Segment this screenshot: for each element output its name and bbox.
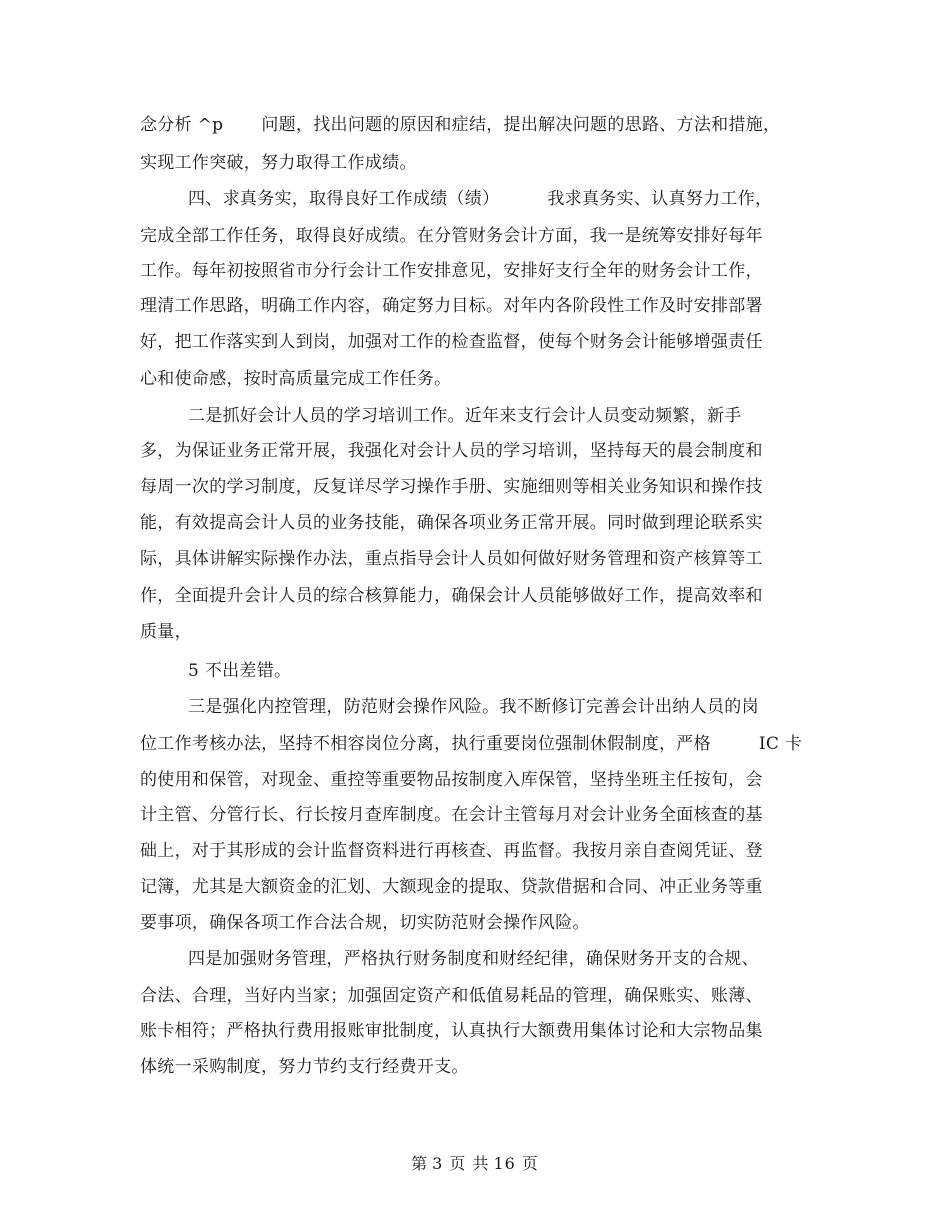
text-segment: 工作。每年初按照省市分行会计工作安排意见，安排好支行全年的财务会计工作， — [140, 261, 763, 281]
text-segment: 质量， — [140, 622, 192, 642]
text-segment: 账卡相符；严格执行费用报账审批制度，认真执行大额费用集体讨论和大宗物品集 — [140, 1021, 763, 1041]
text-segment: 念分析 ^p — [140, 115, 224, 135]
text-line — [140, 983, 763, 1009]
text-segment: 每周一次的学习制度，反复详尽学习操作手册、实施细则等相关业务知识和操作技 — [140, 477, 763, 497]
text-segment: 体统一采购制度，努力节约支行经费开支。 — [140, 1057, 469, 1077]
current-page-number: 3 — [432, 1154, 444, 1173]
text-line — [140, 150, 417, 176]
paragraph-heading — [188, 186, 772, 212]
text-line — [140, 438, 763, 464]
text-segment: 5 不出差错。 — [188, 661, 292, 681]
text-line — [140, 223, 763, 249]
text-line — [140, 731, 802, 757]
text-segment: 我求真务实、认真努力工作， — [547, 189, 773, 209]
page-footer — [0, 1152, 950, 1176]
text-segment: 三是强化内控管理，防范财会操作风险。我不断修订完善会计出纳人员的岗 — [188, 697, 759, 717]
footer-suffix: 页 — [521, 1154, 539, 1173]
text-line — [188, 403, 742, 429]
text-segment: 础上，对于其形成的会计监督资料进行再核查、再监督。我按月亲自查阅凭证、登 — [140, 841, 763, 861]
footer-mid: 页 共 — [449, 1154, 490, 1173]
text-segment: 作，全面提升会计人员的综合核算能力，确保会计人员能够做好工作，提高效率和 — [140, 586, 763, 606]
text-segment: IC 卡 — [758, 734, 803, 754]
text-line — [140, 258, 763, 284]
text-segment: 理清工作思路，明确工作内容，确定努力目标。对年内各阶段性工作及时安排部署 — [140, 296, 763, 316]
text-segment: 四、求真务实，取得良好工作成绩（绩） — [188, 189, 500, 209]
text-segment: 位工作考核办法，坚持不相容岗位分离，执行重要岗位强制休假制度，严格 — [140, 734, 711, 754]
text-line — [140, 329, 763, 355]
text-line — [140, 767, 763, 793]
text-segment: 实现工作突破，努力取得工作成绩。 — [140, 153, 417, 173]
text-segment: 计主管、分管行长、行长按月查库制度。在会计主管每月对会计业务全面核查的基 — [140, 805, 763, 825]
text-line — [140, 1054, 469, 1080]
text-line — [140, 802, 763, 828]
text-line — [140, 366, 451, 392]
text-segment: 好，把工作落实到人到岗，加强对工作的检查监督，使每个财务会计能够增强责任 — [140, 332, 763, 352]
total-pages-number: 16 — [493, 1154, 516, 1173]
text-segment: 要事项，确保各项工作合法合规，切实防范财会操作风险。 — [140, 913, 590, 933]
text-line — [140, 838, 763, 864]
text-segment: 际，具体讲解实际操作办法，重点指导会计人员如何做好财务管理和资产核算等工 — [140, 549, 763, 569]
text-line — [140, 112, 780, 138]
text-line — [188, 946, 759, 972]
text-line — [140, 510, 763, 536]
text-line — [140, 619, 192, 645]
text-segment: 多，为保证业务正常开展，我强化对会计人员的学习培训，坚持每天的晨会制度和 — [140, 441, 763, 461]
text-line — [140, 910, 590, 936]
text-segment: 能，有效提高会计人员的业务技能，确保各项业务正常开展。同时做到理论联系实 — [140, 513, 763, 533]
text-segment: 心和使命感，按时高质量完成工作任务。 — [140, 369, 452, 389]
text-line — [188, 658, 291, 684]
text-line — [140, 293, 763, 319]
text-line — [140, 546, 763, 572]
text-line — [140, 874, 763, 900]
text-line — [140, 474, 763, 500]
text-segment: 完成全部工作任务，取得良好成绩。在分管财务会计方面，我一是统筹安排好每年 — [140, 226, 763, 246]
text-line — [188, 694, 759, 720]
text-segment: 问题，找出问题的原因和症结，提出解决问题的思路、方法和措施， — [261, 115, 781, 135]
text-line — [140, 1018, 763, 1044]
text-segment: 的使用和保管，对现金、重控等重要物品按制度入库保管，坚持坐班主任按旬，会 — [140, 770, 763, 790]
text-line — [140, 583, 763, 609]
text-segment: 二是抓好会计人员的学习培训工作。近年来支行会计人员变动频繁，新手 — [188, 406, 742, 426]
text-segment: 合法、合理，当好内当家；加强固定资产和低值易耗品的管理，确保账实、账薄、 — [140, 986, 763, 1006]
text-segment: 记簿，尤其是大额资金的汇划、大额现金的提取、贷款借据和合同、冲正业务等重 — [140, 877, 763, 897]
text-segment: 四是加强财务管理，严格执行财务制度和财经纪律，确保财务开支的合规、 — [188, 949, 759, 969]
footer-prefix: 第 — [411, 1154, 429, 1173]
